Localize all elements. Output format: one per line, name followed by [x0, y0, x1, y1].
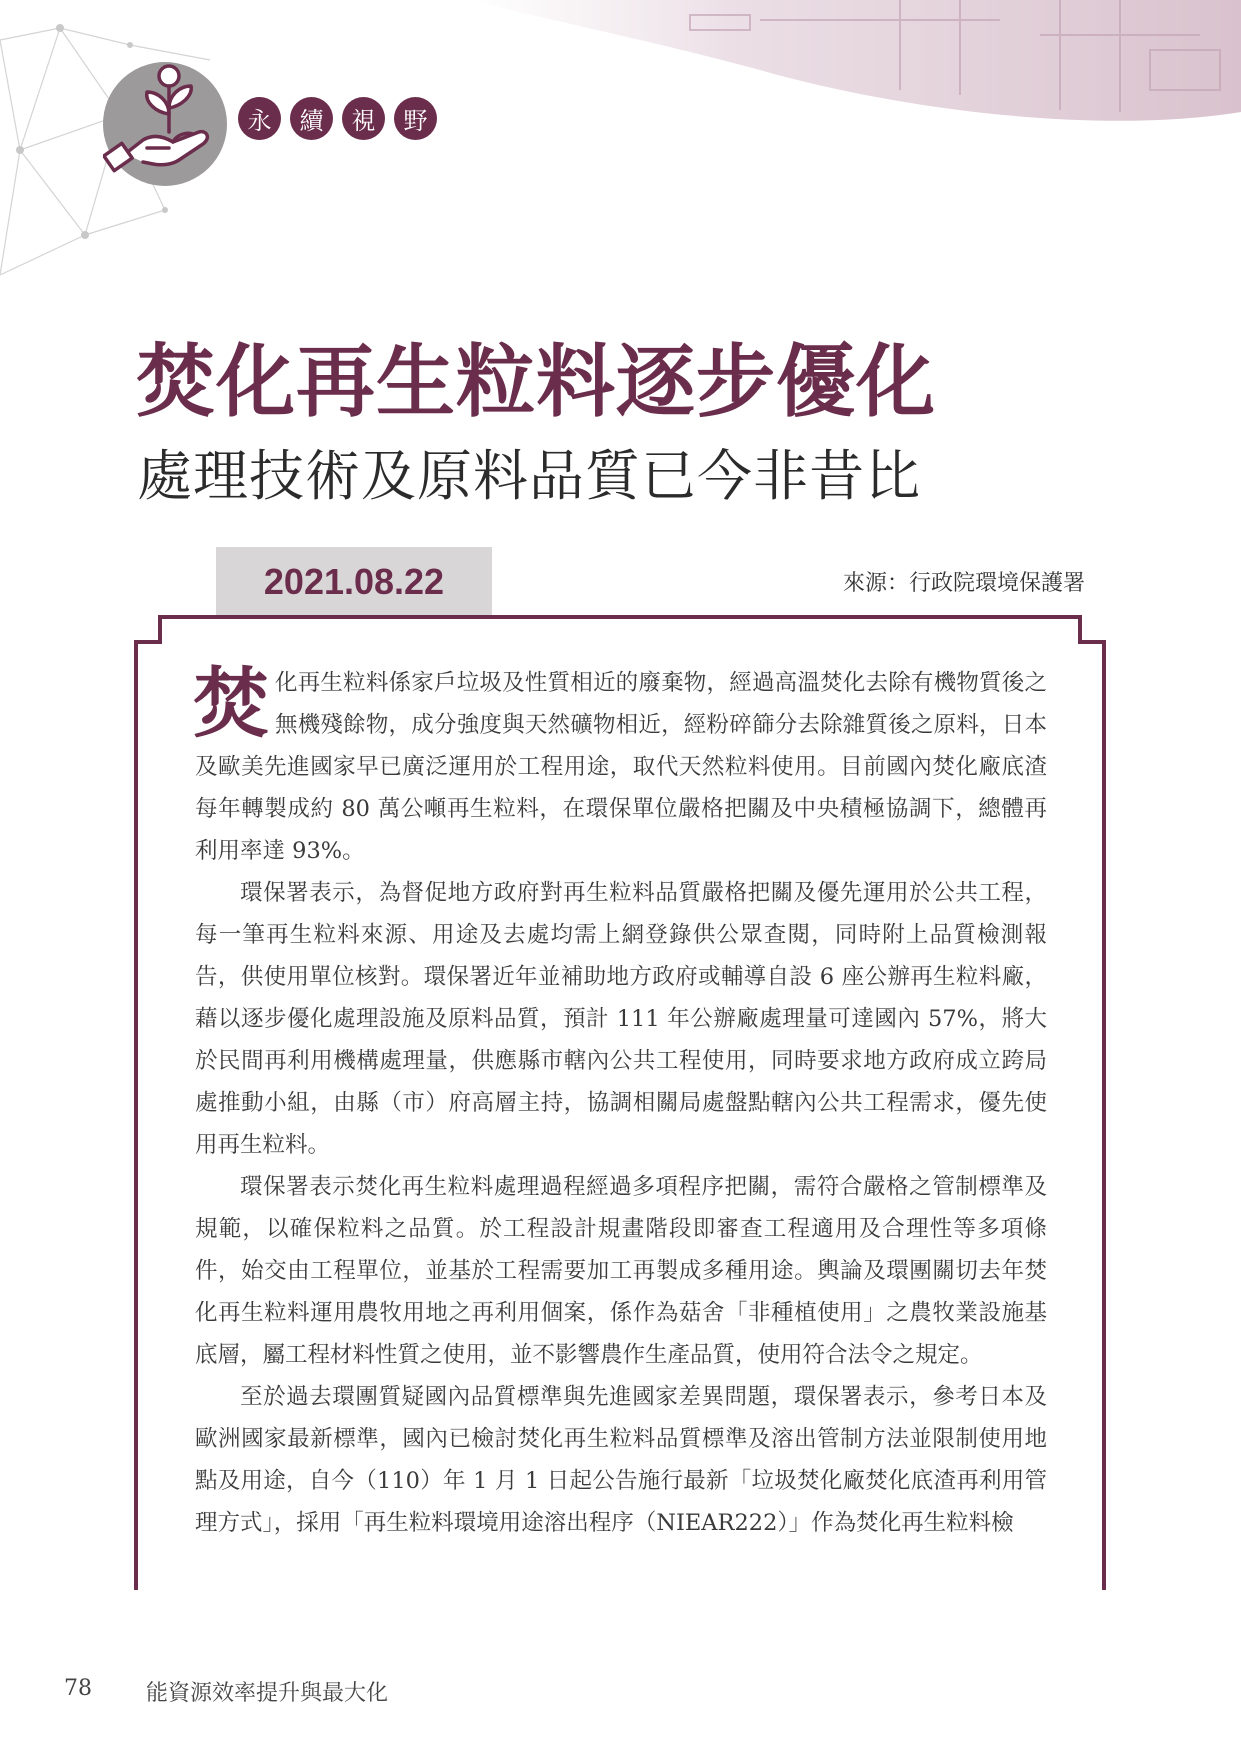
- section-pill: 視: [342, 97, 385, 140]
- section-label: [238, 97, 437, 140]
- body-paragraph: 環保署表示，為督促地方政府對再生粒料品質嚴格把關及優先運用於公共工程，每一筆再生粒料來源、用途及去處均需上網登錄供公眾查閱，同時附上品質檢測報告，供使用單位核對。環保署近年並補助地方政府或輔導自設 6 座公辦再生粒料廠，藉以逐步優化處理設施及原料品質，預計 111 年公辦廠處理量可達國內 57%，將大於民間再利用機構處理量，供應縣市轄內公共工程使用，同時要求地方政府成立跨局處推動小組，由縣（市）府高層主持，協調相關局處盤點轄內公共工程需求，優先使用再生粒料。: [195, 880, 1047, 1158]
- page-number: 78: [64, 1676, 92, 1701]
- port-photo-banner: [470, 0, 1241, 121]
- article-date: 2021.08.22: [216, 547, 492, 617]
- article-source: 來源：行政院環境保護署: [842, 571, 1085, 596]
- section-pill: 野: [394, 97, 437, 140]
- publication-title: 能資源效率提升與最大化: [146, 1681, 389, 1706]
- plant-in-hand-icon: [103, 62, 227, 186]
- section-pill: 永: [238, 97, 281, 140]
- paragraph-text: 化再生粒料係家戶垃圾及性質相近的廢棄物，經過高溫焚化去除有機物質後之無機殘餘物，成分強度與天然礦物相近，經粉碎篩分去除雜質後之原料，日本及歐美先進國家早已廣泛運用於工程用途，取代天然粒料使用。目前國內焚化廠底渣每年轉製成約 80 萬公噸再生粒料，在環保單位嚴格把關及中央積極協調下，總體再利用率達 93%。: [195, 670, 1047, 864]
- section-pill: 續: [290, 97, 333, 140]
- article-subtitle: 處理技術及原料品質已今非昔比: [137, 444, 922, 508]
- article-title: 焚化再生粒料逐步優化: [136, 336, 936, 428]
- body-paragraph: 環保署表示焚化再生粒料處理過程經過多項程序把關，需符合嚴格之管制標準及規範，以確保粒料之品質。於工程設計規畫階段即審查工程適用及合理性等多項條件，始交由工程單位，並基於工程需要加工再製成多種用途。輿論及環團關切去年焚化再生粒料運用農牧用地之再利用個案，係作為菇舍「非種植使用」之農牧業設施基底層，屬工程材料性質之使用，並不影響農作生產品質，使用符合法令之規定。: [195, 1174, 1047, 1368]
- body-paragraph: 至於過去環團質疑國內品質標準與先進國家差異問題，環保署表示，參考日本及歐洲國家最新標準，國內已檢討焚化再生粒料品質標準及溶出管制方法並限制使用地點及用途，自今（110）年 1 月 1 日起公告施行最新「垃圾焚化廠焚化底渣再利用管理方式」，採用「再生粒料環境用途溶出程序（NIEAR222）」作為焚化再生粒料檢: [195, 1384, 1047, 1536]
- drop-cap: 焚: [193, 659, 269, 748]
- article-body: [193, 659, 1047, 1544]
- body-paragraph: [193, 659, 1047, 872]
